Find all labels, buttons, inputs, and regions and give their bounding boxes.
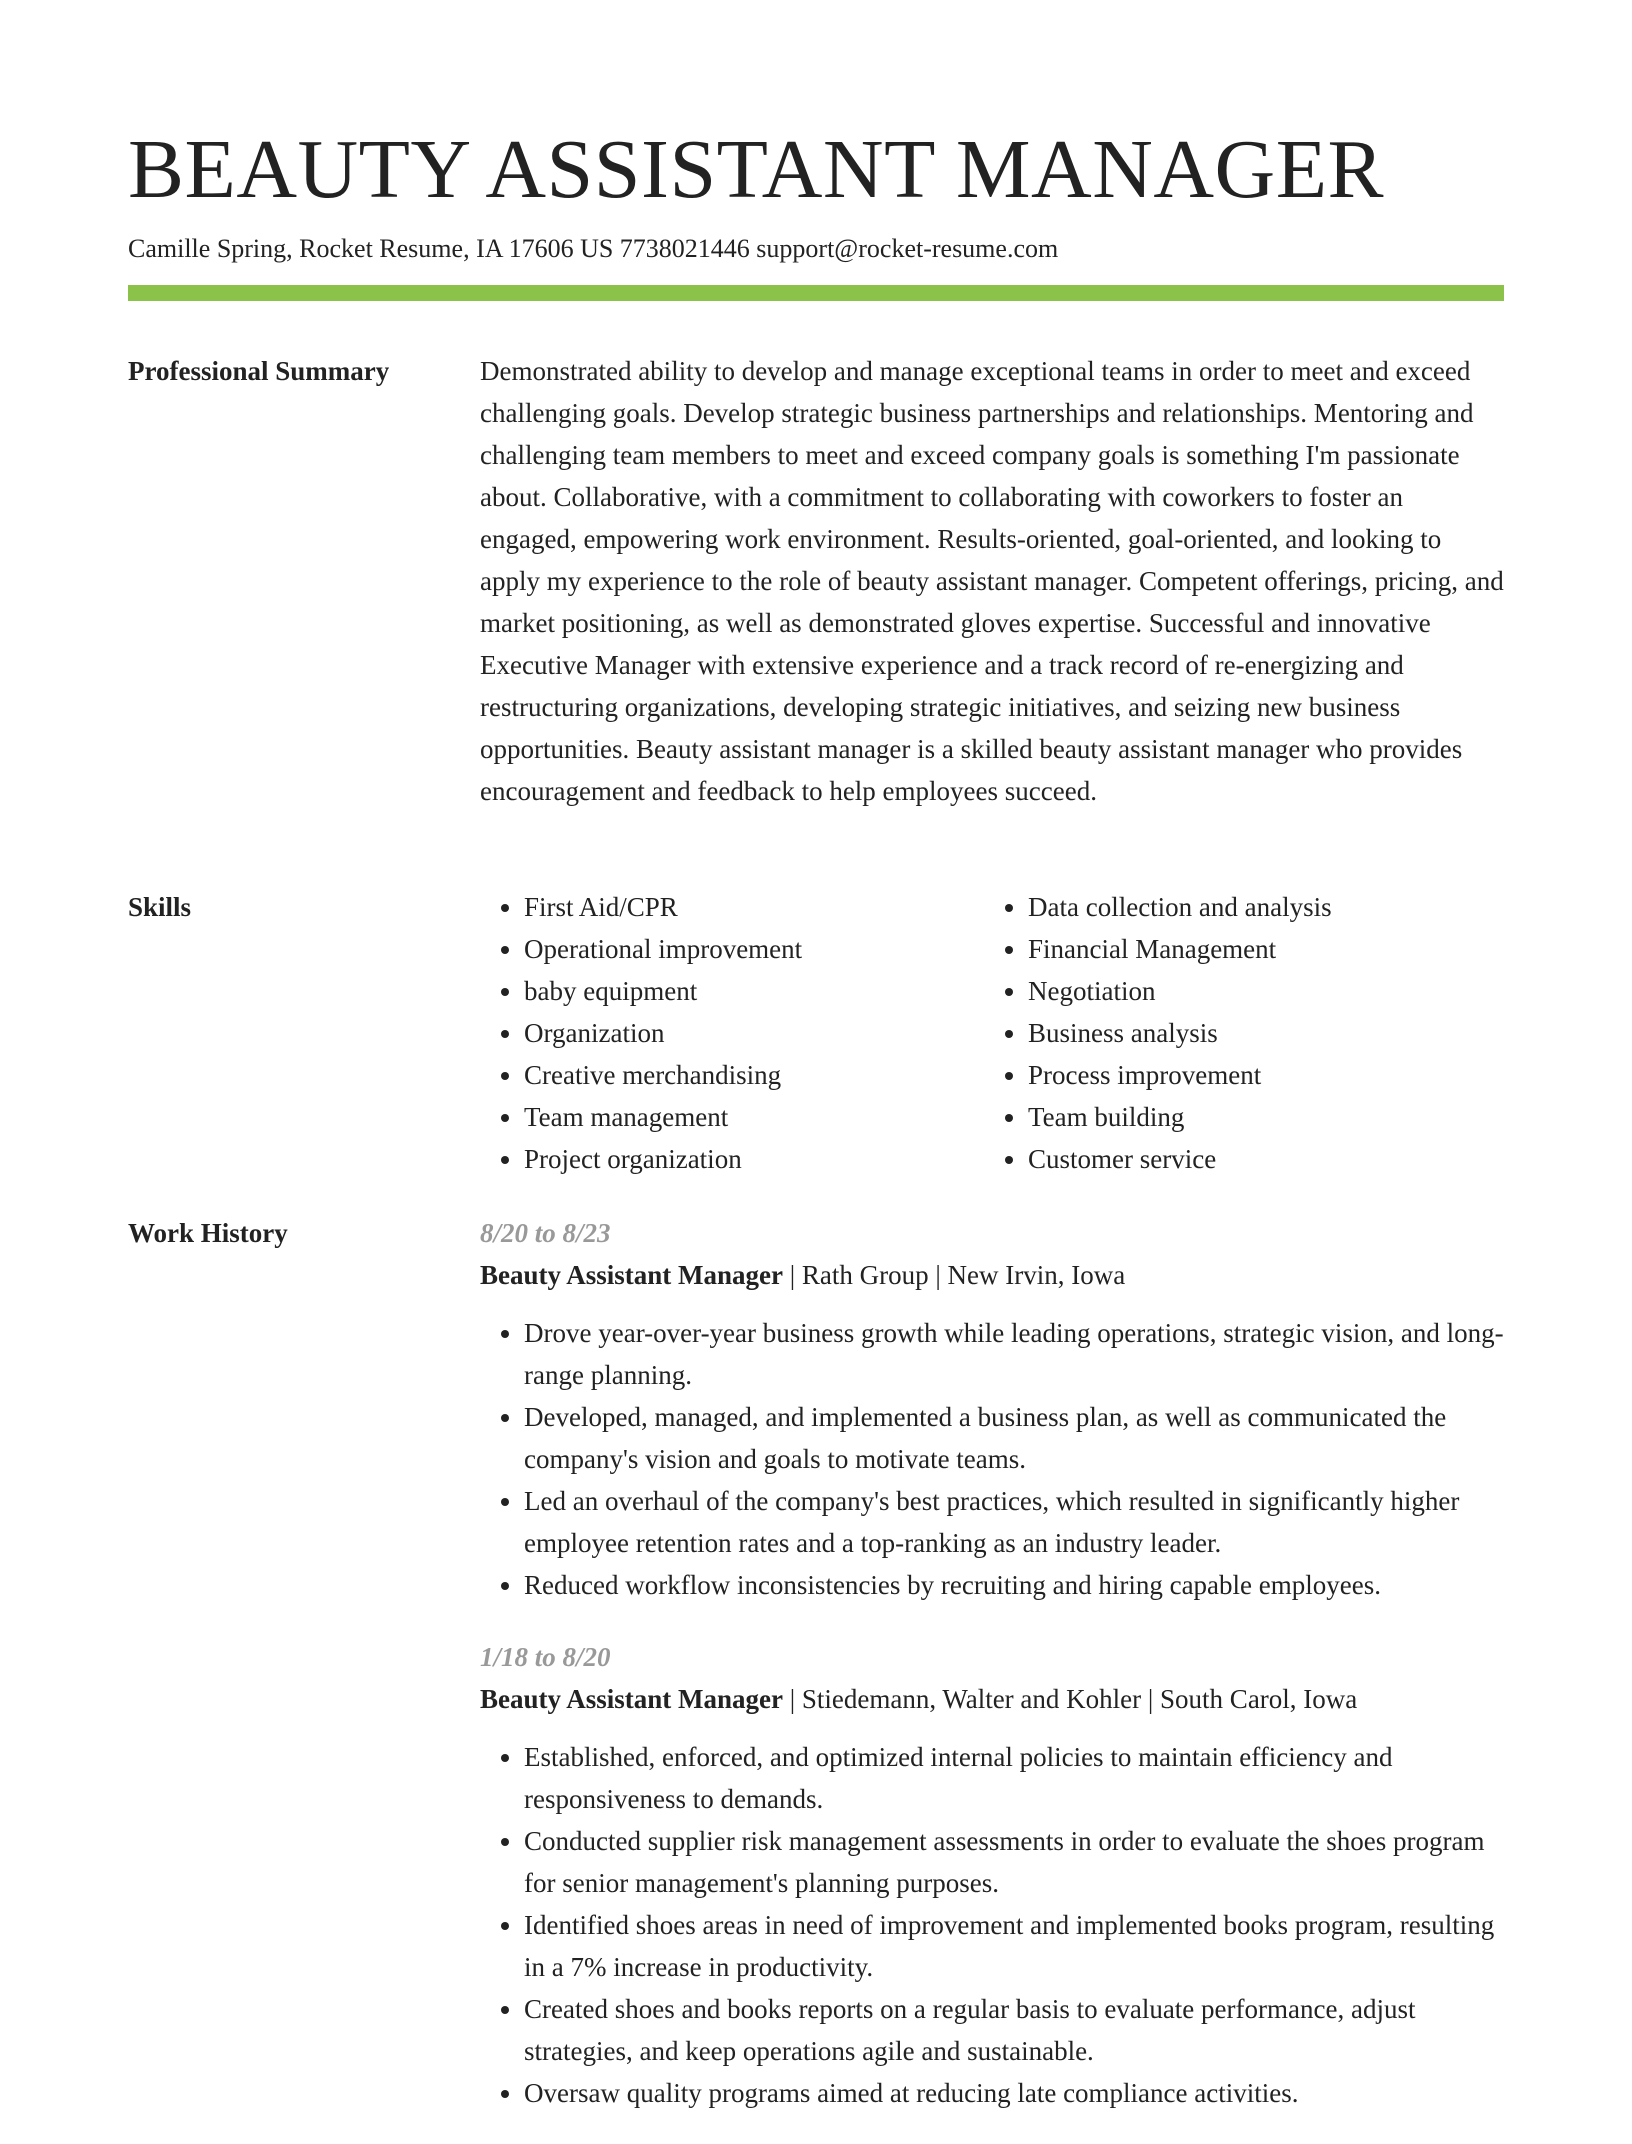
job-details: | Rath Group | New Irvin, Iowa: [783, 1260, 1126, 1290]
job-dates: 1/18 to 8/20: [480, 1642, 611, 1672]
page-title: BEAUTY ASSISTANT MANAGER: [128, 123, 1385, 216]
skill-item: • Customer service: [1028, 1138, 1488, 1180]
skill-item: • Team management: [524, 1096, 984, 1138]
job-bullet: • Established, enforced, and optimized internal policies to maintain efficiency and responsiveness to demands.: [524, 1736, 1504, 1820]
skill-item: • Data collection and analysis: [1028, 886, 1488, 928]
job-bullet: • Drove year-over-year business growth while leading operations, strategic vision, and long-range planning.: [524, 1312, 1504, 1396]
job-role: Beauty Assistant Manager: [480, 1684, 783, 1714]
skills-list-left: [480, 886, 984, 1180]
job-dates: 8/20 to 8/23: [480, 1218, 611, 1248]
job-bullet: • Developed, managed, and implemented a business plan, as well as communicated the company's vision and goals to motivate teams.: [524, 1396, 1504, 1480]
job-bullet: • Led an overhaul of the company's best practices, which resulted in significantly higher employee retention rates and a top-ranking as an industry leader.: [524, 1480, 1504, 1564]
job-bullet: • Created shoes and books reports on a regular basis to evaluate performance, adjust strategies, and keep operations agile and sustainable.: [524, 1988, 1504, 2072]
skill-item: • Organization: [524, 1012, 984, 1054]
job-entry: [480, 1636, 1504, 2114]
contact-line: Camille Spring, Rocket Resume, IA 17606 US 7738021446 support@rocket-resume.com: [128, 234, 1059, 263]
skills-list-right: [984, 886, 1488, 1180]
job-bullets: [480, 1312, 1504, 1606]
job-bullet: • Identified shoes areas in need of improvement and implemented books program, resulting in a 7% increase in productivity.: [524, 1904, 1504, 1988]
job-bullets: [480, 1736, 1504, 2114]
skill-item: • baby equipment: [524, 970, 984, 1012]
job-entry: [480, 1212, 1504, 1606]
skill-item: • Financial Management: [1028, 928, 1488, 970]
skill-item: • Business analysis: [1028, 1012, 1488, 1054]
skill-item: • Project organization: [524, 1138, 984, 1180]
skill-item: • Team building: [1028, 1096, 1488, 1138]
job-bullet: • Reduced workflow inconsistencies by recruiting and hiring capable employees.: [524, 1564, 1504, 1606]
summary-text: Demonstrated ability to develop and manage exceptional teams in order to meet and exceed challenging goals. Develop strategic business partnerships and relationships. Mentoring and challenging team members to meet and exceed company goals is something I'm passionate about. Collaborative, with a commitment to collaborating with coworkers to foster an engaged, empowering work environment. Results-oriented, goal-oriented, and looking to apply my experience to the role of beauty assistant manager. Competent offerings, pricing, and market positioning, as well as demonstrated gloves expertise. Successful and innovative Executive Manager with extensive experience and a track record of re-energizing and restructuring organizations, developing strategic initiatives, and seizing new business opportunities. Beauty assistant manager is a skilled beauty assistant manager who provides encouragement and feedback to help employees succeed.: [480, 356, 1504, 806]
skill-item: • Creative merchandising: [524, 1054, 984, 1096]
work-history-label: Work History: [128, 1218, 288, 1248]
skill-item: • Process improvement: [1028, 1054, 1488, 1096]
job-details: | Stiedemann, Walter and Kohler | South Carol, Iowa: [783, 1684, 1358, 1714]
job-role: Beauty Assistant Manager: [480, 1260, 783, 1290]
skill-item: • Negotiation: [1028, 970, 1488, 1012]
job-bullet: • Conducted supplier risk management assessments in order to evaluate the shoes program for senior management's planning purposes.: [524, 1820, 1504, 1904]
skill-item: • Operational improvement: [524, 928, 984, 970]
skills-body: [480, 886, 1504, 1180]
skills-label: Skills: [128, 892, 192, 922]
summary-body: [480, 350, 1504, 812]
skill-item: • First Aid/CPR: [524, 886, 984, 928]
work-history-body: [480, 1212, 1504, 2144]
summary-label: Professional Summary: [128, 356, 390, 386]
job-bullet: • Oversaw quality programs aimed at reducing late compliance activities.: [524, 2072, 1504, 2114]
header-divider: [128, 285, 1504, 301]
job-title-line: [480, 1678, 1504, 1720]
job-title-line: [480, 1254, 1504, 1296]
